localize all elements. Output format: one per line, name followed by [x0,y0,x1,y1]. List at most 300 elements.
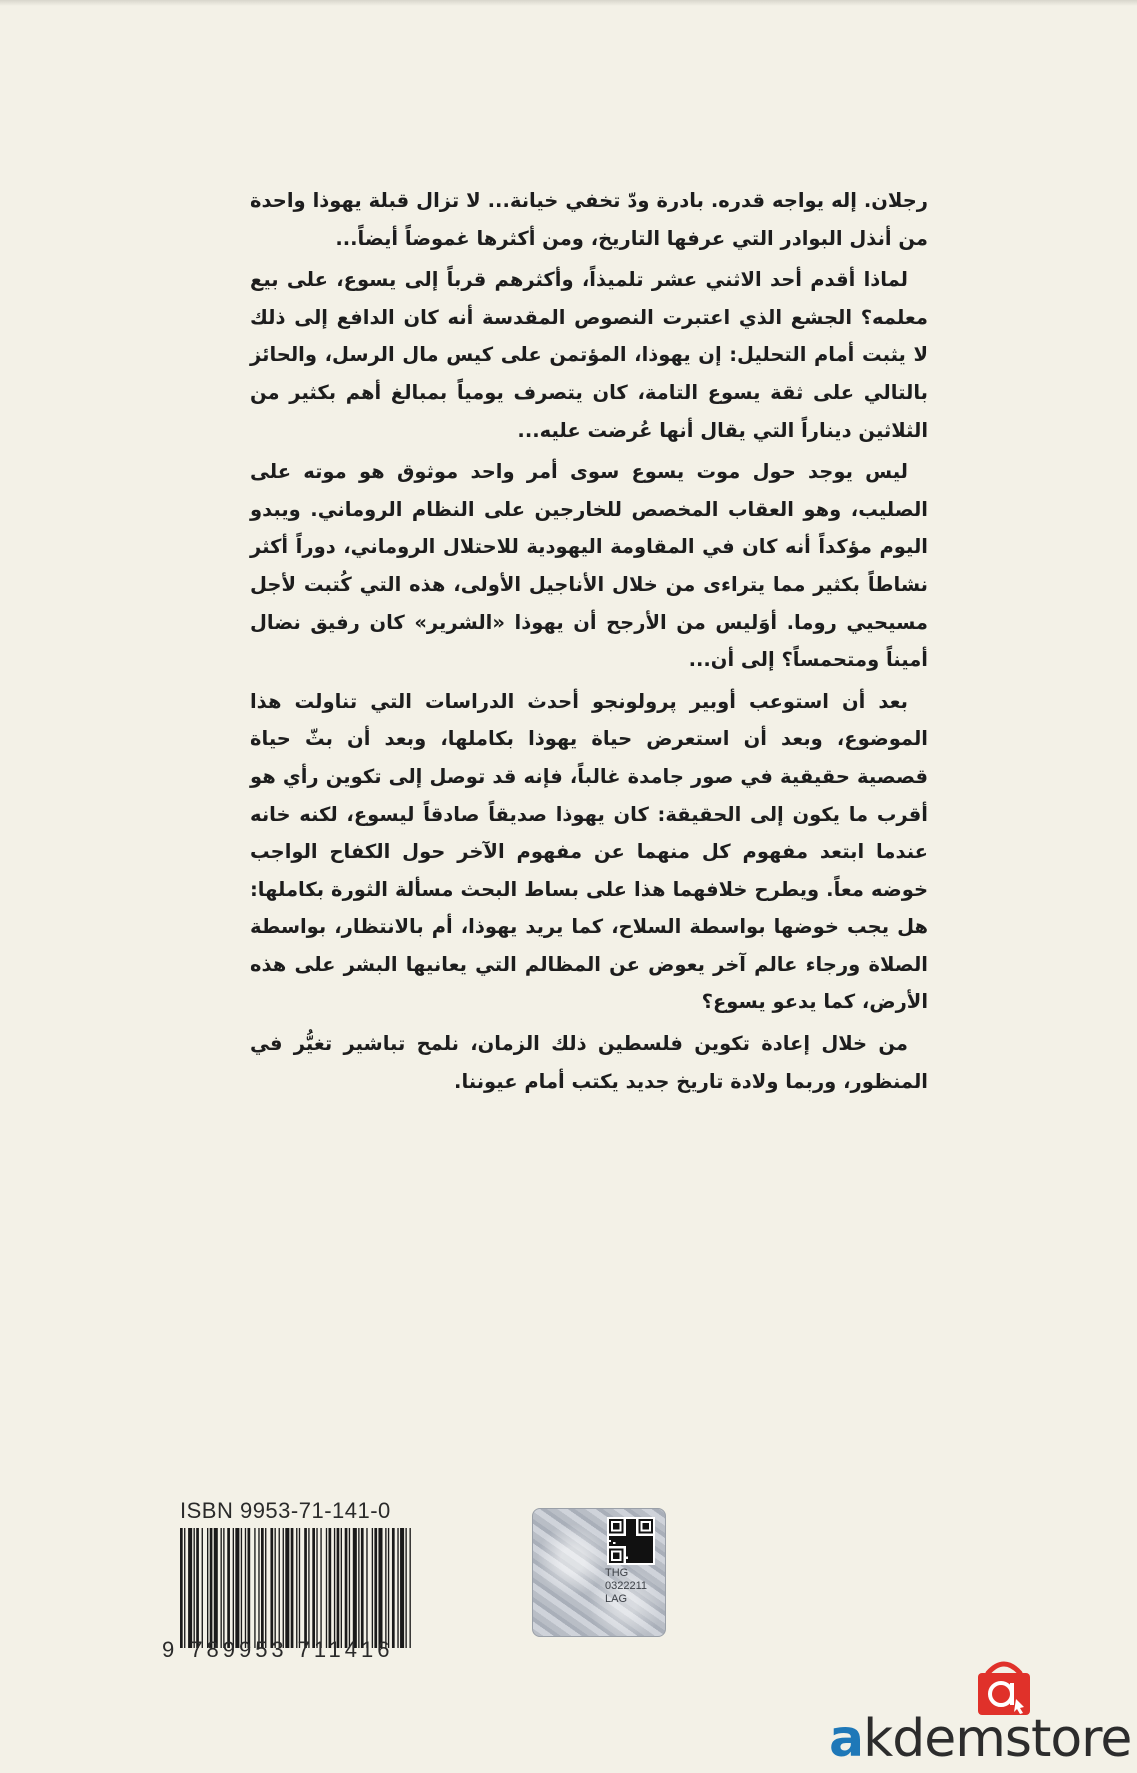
qr-cell [632,1561,634,1563]
qr-cell [645,1542,647,1544]
qr-cell [638,1559,640,1561]
shopping-basket-icon [974,1655,1034,1717]
qr-cell [624,1536,626,1538]
barcode-bar [207,1528,208,1648]
barcode-bar [326,1528,327,1648]
qr-cell [626,1538,628,1540]
qr-cell [638,1519,640,1534]
qr-cell [628,1548,630,1550]
qr-cell [626,1542,628,1544]
qr-cell [630,1542,632,1544]
qr-cell [628,1534,630,1536]
qr-cell [643,1544,645,1546]
barcode-bar [227,1528,230,1648]
barcode-bar [372,1528,373,1648]
qr-cell [632,1527,634,1529]
qr-cell [617,1536,619,1538]
qr-cell [624,1544,626,1546]
qr-cell [622,1536,624,1538]
qr-cell [647,1536,649,1538]
qr-cell [634,1542,636,1544]
qr-cell [632,1536,634,1538]
qr-cell [651,1557,653,1559]
qr-cell [634,1529,636,1531]
qr-cell [651,1544,653,1546]
qr-cell [636,1550,638,1552]
blurb-paragraph-3: ليس يوجد حول موت يسوع سوى أمر واحد موثوق هو موته على الصليب، وهو العقاب المخصص للخارجين على النظام الروماني. ويبدو اليوم مؤكداً أنه كان في المقاومة اليهودية للاحتلال الروماني، دوراً أكثر نشاطاً بكثير مما يتراءى من خلال الأناجيل الأولى، هذه التي كُتبت لأجل مسيحيي روما. أوَليس من الأرجح أن يهوذا «الشرير» كان رفيق نضال أميناً ومتحمساً؟ إلى أن... [250,460,928,672]
qr-cell [643,1555,645,1557]
barcode-bar [341,1528,342,1648]
qr-cell [630,1548,632,1550]
barcode-digits [162,1637,424,1663]
qr-cell [651,1519,653,1534]
qr-cell [611,1538,613,1540]
qr-cell [643,1540,645,1542]
qr-cell [645,1544,647,1546]
qr-cell [645,1559,647,1561]
qr-cell [638,1548,640,1550]
qr-cell [647,1550,649,1552]
qr-cell [651,1536,653,1538]
barcode-bar [388,1528,389,1648]
qr-cell [638,1538,640,1540]
barcode-bar [385,1528,386,1648]
qr-code-icon [607,1517,655,1565]
qr-cell [630,1553,632,1555]
qr-cell [634,1527,636,1529]
qr-cell [630,1525,632,1527]
qr-cell [636,1557,638,1559]
qr-cell [617,1538,619,1540]
qr-cell [628,1542,630,1544]
qr-cell [636,1536,638,1538]
barcode-bar [366,1528,367,1648]
qr-cell [647,1553,649,1555]
barcode-bar [299,1528,300,1648]
qr-cell [649,1544,651,1546]
qr-cell [638,1561,640,1563]
hologram-code [605,1567,655,1606]
qr-cell [645,1546,647,1548]
qr-cell [640,1536,642,1538]
qr-cell [632,1529,634,1531]
qr-cell [638,1553,640,1555]
qr-cell [617,1540,619,1542]
qr-cell [630,1550,632,1552]
qr-cell [624,1538,626,1540]
qr-cell [628,1536,630,1538]
qr-cell [630,1557,632,1559]
qr-cell [632,1525,634,1527]
qr-cell [634,1555,636,1557]
qr-cell [643,1561,645,1563]
qr-cell [634,1534,636,1536]
qr-cell [632,1519,634,1521]
qr-cell [651,1559,653,1561]
qr-cell [628,1538,630,1540]
qr-cell [645,1540,647,1542]
barcode-bar [312,1528,315,1648]
qr-cell [638,1555,640,1557]
barcode-bar [304,1528,307,1648]
barcode-digit-group-1: 789953 [190,1637,288,1662]
qr-cell [630,1555,632,1557]
barcode-bar [248,1528,251,1648]
qr-cell [645,1561,647,1563]
qr-cell [632,1532,634,1534]
qr-cell [640,1550,642,1552]
qr-cell [613,1536,615,1538]
hologram-code-line: THG [605,1567,629,1579]
qr-cell [609,1519,624,1521]
qr-cell [622,1540,624,1542]
qr-cell [628,1527,630,1529]
qr-cell [630,1529,632,1531]
qr-cell [634,1548,636,1550]
qr-cell [645,1548,647,1550]
qr-cell [609,1542,611,1544]
barcode-bar [275,1528,276,1648]
barcode-icon [180,1528,412,1648]
qr-cell [611,1536,613,1538]
qr-cell [628,1559,630,1561]
barcode-bar [241,1528,242,1648]
qr-cell [645,1550,647,1552]
qr-cell [643,1559,645,1561]
qr-cell [651,1555,653,1557]
qr-cell [643,1557,645,1559]
qr-cell [626,1553,628,1555]
barcode-bar [265,1528,266,1648]
qr-cell [611,1544,613,1546]
qr-cell [651,1548,653,1550]
qr-cell [622,1544,624,1546]
qr-cell [636,1542,638,1544]
barcode-bar [397,1528,398,1648]
qr-cell [651,1538,653,1540]
qr-cell [615,1542,617,1544]
qr-cell [630,1559,632,1561]
qr-cell [630,1519,632,1521]
qr-cell [649,1546,651,1548]
qr-cell [609,1561,624,1563]
qr-cell [643,1548,645,1550]
qr-cell [609,1536,611,1538]
qr-cell [628,1544,630,1546]
qr-cell [638,1540,640,1542]
qr-cell [634,1523,636,1525]
qr-cell [611,1540,613,1542]
barcode-bar [196,1528,199,1648]
barcode-bar [337,1528,340,1648]
blurb-paragraph-1: رجلان. إله يواجه قدره. بادرة ودّ تخفي خيانة... لا تزال قبلة يهوذا واحدة من أنذل البوادر التي عرفها التاريخ، ومن أكثرها غموضاً أيضاً... [250,189,928,250]
qr-cell [636,1559,638,1561]
qr-cell [643,1546,645,1548]
barcode-bar [184,1528,185,1648]
qr-cell [651,1561,653,1563]
barcode-bar [308,1528,309,1648]
qr-cell [643,1523,649,1529]
qr-cell [609,1548,624,1550]
qr-cell [638,1557,640,1559]
qr-cell [628,1557,630,1559]
qr-cell [634,1538,636,1540]
barcode-bar [285,1528,289,1648]
qr-cell [628,1529,630,1531]
qr-cell [619,1540,621,1542]
blurb-paragraph-2: لماذا أقدم أحد الاثني عشر تلميذاً، وأكثرهم قرباً إلى يسوع، على بيع معلمه؟ الجشع الذي اعتبرت النصوص المقدسة أنه كان الدافع إلى ذلك لا يثبت أمام التحليل: إن يهوذا، المؤتمن على كيس مال الرسل، والحائز بالتالي على ثقة يسوع التامة، كان يتصرف يومياً بمبالغ أهم بكثير من الثلاثين ديناراً التي يقال أنها عُرضت عليه... [250,268,928,442]
qr-cell [628,1523,630,1525]
qr-cell [628,1546,630,1548]
qr-cell [626,1548,628,1550]
barcode-bar [214,1528,218,1648]
qr-cell [645,1538,647,1540]
barcode-bar [316,1528,317,1648]
qr-cell [613,1544,615,1546]
qr-cell [626,1544,628,1546]
qr-cell [628,1540,630,1542]
qr-cell [647,1555,649,1557]
qr-cell [638,1550,640,1552]
barcode-bar [353,1528,357,1648]
qr-cell [636,1546,638,1548]
barcode-bar [400,1528,404,1648]
qr-cell [630,1523,632,1525]
qr-cell [649,1561,651,1563]
qr-cell [647,1540,649,1542]
qr-cell [632,1544,634,1546]
qr-cell [630,1544,632,1546]
qr-cell [647,1544,649,1546]
qr-cell [632,1559,634,1561]
qr-cell [628,1521,630,1523]
qr-cell [640,1540,642,1542]
barcode-bar [180,1528,183,1648]
qr-cell [640,1559,642,1561]
qr-cell [634,1559,636,1561]
qr-cell [630,1561,632,1563]
qr-cell [609,1519,611,1534]
qr-cell [634,1550,636,1552]
qr-cell [634,1519,636,1521]
qr-cell [630,1546,632,1548]
barcode-bar [279,1528,280,1648]
qr-cell [622,1542,624,1544]
qr-cell [609,1548,611,1563]
isbn-label: ISBN 9953-71-141-0 [180,1498,391,1523]
qr-cell [640,1557,642,1559]
hologram-code-line: LAG [605,1593,628,1605]
qr-cell [626,1519,628,1521]
barcode-digit-group-2: 711416 [297,1637,394,1662]
qr-cell [632,1534,634,1536]
barcode-bar [194,1528,195,1648]
qr-cell [643,1553,645,1555]
qr-cell [649,1536,651,1538]
qr-cell [615,1536,617,1538]
qr-cell [628,1550,630,1552]
qr-cell [634,1546,636,1548]
back-cover-blurb [250,182,928,1104]
qr-cell [626,1529,628,1531]
qr-cell [624,1540,626,1542]
qr-cell [647,1559,649,1561]
qr-cell [611,1542,613,1544]
qr-cell [622,1548,624,1563]
qr-cell [649,1548,651,1550]
barcode-bar [334,1528,335,1648]
qr-cell [647,1546,649,1548]
qr-cell [615,1544,617,1546]
qr-cell [634,1553,636,1555]
qr-cell [643,1542,645,1544]
qr-cell [613,1523,619,1529]
qr-cell [632,1523,634,1525]
qr-cell [647,1548,649,1550]
barcode-bar [223,1528,224,1648]
qr-cell [615,1540,617,1542]
barcode-bar [405,1528,406,1648]
qr-cell [609,1532,624,1534]
qr-cell [640,1548,642,1550]
qr-cell [628,1561,630,1563]
barcode-bar [245,1528,246,1648]
qr-cell [630,1534,632,1536]
qr-cell [609,1538,611,1540]
qr-cell [626,1521,628,1523]
qr-cell [626,1536,628,1538]
qr-cell [609,1544,611,1546]
barcode-bar [235,1528,239,1648]
qr-cell [617,1544,619,1546]
qr-cell [643,1538,645,1540]
qr-cell [626,1550,628,1552]
barcode-bar [261,1528,264,1648]
qr-cell [615,1538,617,1540]
qr-cell [613,1538,615,1540]
qr-cell [613,1540,615,1542]
barcode-bar [296,1528,297,1648]
blurb-paragraph-4: بعد أن استوعب أوبير پرولونجو أحدث الدراسات التي تناولت هذا الموضوع، وبعد أن استعرض حياة يهوذا بكاملها، وبعد أن بثّ حياة قصصية حقيقية في صور جامدة غالباً، فإنه قد توصل إلى تكوين رأي هو أقرب ما يكون إلى الحقيقة: كان يهوذا صديقاً صادقاً ليسوع، لكنه خانه عندما ابتعد مفهوم كل منهما عن مفهوم الآخر حول الكفاح الواجب خوضه معاً. ويطرح خلافهما هذا على بساط البحث مسألة الثورة بكاملها: هل يجب خوضها بواسطة السلاح، كما يريد يهوذا، أم بالانتظار، بواسطة الصلاة ورجاء عالم آخر يعوض عن المظالم التي يعانيها البشر على هذه الأرض، كما يدعو يسوع؟ [250,689,928,1014]
qr-cell [626,1523,628,1525]
qr-cell [634,1557,636,1559]
qr-cell [636,1548,638,1550]
qr-cell [647,1538,649,1540]
qr-cell [619,1544,621,1546]
qr-cell [647,1557,649,1559]
qr-cell [636,1553,638,1555]
qr-cell [638,1542,640,1544]
qr-cell [649,1550,651,1552]
barcode-bar [270,1528,273,1648]
qr-cell [649,1557,651,1559]
qr-cell [613,1553,619,1559]
qr-cell [636,1538,638,1540]
barcode-bar [202,1528,203,1648]
qr-cell [628,1525,630,1527]
qr-cell [645,1536,647,1538]
qr-cell [634,1525,636,1527]
qr-cell [636,1540,638,1542]
qr-cell [632,1548,634,1550]
qr-cell [632,1555,634,1557]
qr-cell [626,1561,628,1563]
qr-cell [643,1536,645,1538]
qr-cell [636,1555,638,1557]
qr-cell [628,1519,630,1521]
qr-cell [634,1561,636,1563]
qr-cell [622,1519,624,1534]
qr-cell [626,1559,628,1561]
qr-cell [632,1557,634,1559]
qr-cell [636,1561,638,1563]
barcode-bar [410,1528,411,1648]
security-hologram [532,1508,666,1637]
qr-cell [649,1553,651,1555]
qr-cell [626,1540,628,1542]
qr-cell [636,1544,638,1546]
qr-cell [632,1538,634,1540]
qr-cell [647,1542,649,1544]
qr-cell [640,1546,642,1548]
qr-cell [649,1555,651,1557]
barcode-bar [378,1528,382,1648]
qr-cell [632,1550,634,1552]
qr-cell [640,1542,642,1544]
blurb-paragraph-5: من خلال إعادة تكوين فلسطين ذلك الزمان، نلمح تباشير تغيُّر في المنظور، وربما ولادة تاريخ جديد يكتب أمام عيوننا. [250,1032,928,1093]
qr-cell [628,1532,630,1534]
qr-cell [645,1553,647,1555]
qr-cell [649,1559,651,1561]
qr-cell [619,1536,621,1538]
barcode-bar [320,1528,321,1648]
qr-cell [630,1540,632,1542]
qr-cell [632,1546,634,1548]
barcode-bar [210,1528,213,1648]
qr-cell [632,1542,634,1544]
qr-cell [640,1538,642,1540]
qr-cell [622,1538,624,1540]
qr-cell [645,1557,647,1559]
qr-cell [651,1553,653,1555]
qr-cell [651,1540,653,1542]
qr-cell [628,1555,630,1557]
barcode-bar [392,1528,395,1648]
barcode-digit-lead: 9 [162,1637,179,1662]
qr-cell [632,1540,634,1542]
qr-cell [638,1536,640,1538]
qr-cell [638,1532,653,1534]
store-name-rest: kdemstore [863,1709,1132,1769]
qr-cell [630,1532,632,1534]
hologram-code-line: 0322211 [605,1580,648,1592]
qr-cell [626,1527,628,1529]
qr-cell [645,1555,647,1557]
barcode-bar [291,1528,294,1648]
barcode-bar [283,1528,284,1648]
qr-cell [630,1536,632,1538]
qr-cell [628,1553,630,1555]
qr-cell [634,1532,636,1534]
qr-cell [634,1544,636,1546]
barcode-bar [329,1528,332,1648]
store-name [829,1711,1131,1767]
qr-cell [630,1527,632,1529]
store-logo [829,1655,1132,1769]
qr-cell [638,1546,640,1548]
barcode-bar [221,1528,222,1648]
qr-cell [630,1521,632,1523]
